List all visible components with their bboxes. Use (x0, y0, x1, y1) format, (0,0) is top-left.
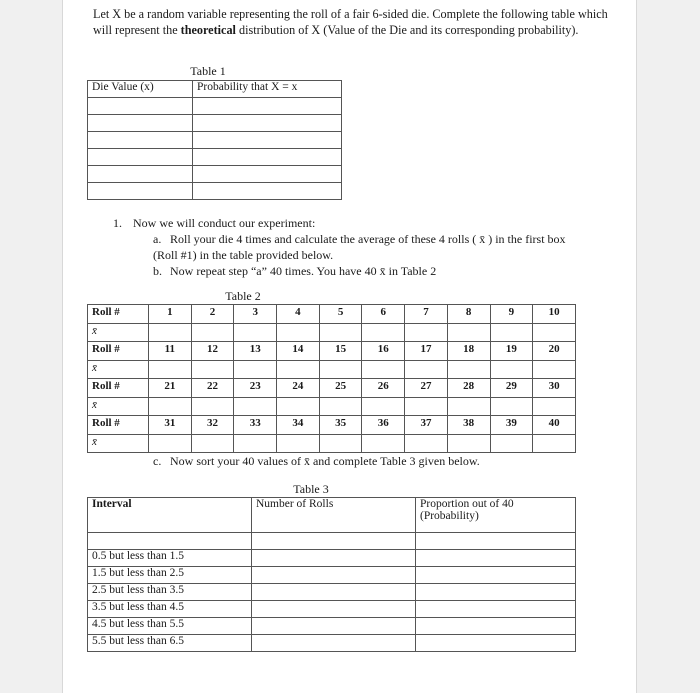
table2-xbar-cell[interactable] (447, 361, 490, 379)
table3-number-of-rolls-cell[interactable] (252, 635, 416, 652)
table2-xbar-cell[interactable] (447, 398, 490, 416)
table3-interval: 0.5 but less than 1.5 (88, 550, 252, 567)
document-page (62, 0, 637, 693)
table2-xbar-cell[interactable] (490, 398, 533, 416)
table2-xbar-cell[interactable] (533, 324, 576, 342)
step-b-text: Now repeat step “a” 40 times. You have 40 x̄ in Table 2 (170, 264, 437, 278)
table2-roll-number: 28 (447, 379, 490, 398)
table2-xbar-row (88, 361, 576, 379)
table2-xbar-cell[interactable] (149, 398, 192, 416)
table3-spacer-row (88, 533, 576, 550)
step-c-text: Now sort your 40 values of x̄ and complete Table 3 given below. (170, 454, 480, 468)
table3-row (88, 584, 576, 601)
table3-header-number-of-rolls: Number of Rolls (252, 498, 416, 533)
table2-xbar-cell[interactable] (490, 324, 533, 342)
table1-row (88, 132, 342, 149)
table2-xbar-cell[interactable] (191, 324, 234, 342)
table1-cell[interactable] (193, 115, 342, 132)
intro-text-2: distribution of X (Value of the Die and its corresponding probability). (235, 23, 579, 37)
table3-number-of-rolls-cell[interactable] (252, 567, 416, 584)
table3-cell[interactable] (252, 533, 416, 550)
table-3 (87, 497, 576, 652)
table2-roll-label: Roll # (88, 416, 149, 435)
table2-roll-number: 15 (319, 342, 362, 361)
table2-xbar-cell[interactable] (277, 324, 320, 342)
table2-xbar-cell[interactable] (405, 361, 448, 379)
table-1 (87, 80, 342, 200)
table2-xbar-cell[interactable] (234, 361, 277, 379)
table2-roll-number: 10 (533, 305, 576, 324)
table2-roll-number: 22 (191, 379, 234, 398)
table2-roll-number: 19 (490, 342, 533, 361)
table2-xbar-row (88, 435, 576, 453)
table1-cell[interactable] (88, 98, 193, 115)
table2-roll-row (88, 342, 576, 361)
table2-roll-number: 21 (149, 379, 192, 398)
intro-text-1: Let X be a random variable representing the roll of a fair 6-sided die. Complete the following table which will represent the (93, 7, 608, 37)
table2-roll-number: 5 (319, 305, 362, 324)
table3-row (88, 601, 576, 618)
table2-caption: Table 2 (225, 289, 261, 303)
table2-roll-number: 3 (234, 305, 277, 324)
table2-roll-number: 4 (277, 305, 320, 324)
table2-xbar-cell[interactable] (319, 398, 362, 416)
step-c-label: c. (153, 454, 162, 468)
table1-row (88, 115, 342, 132)
table3-row (88, 567, 576, 584)
table2-xbar-cell[interactable] (405, 435, 448, 453)
table2-roll-number: 16 (362, 342, 405, 361)
table3-proportion-cell[interactable] (416, 550, 576, 567)
table2-roll-label: Roll # (88, 379, 149, 398)
table3-number-of-rolls-cell[interactable] (252, 618, 416, 635)
table2-xbar-cell[interactable] (405, 324, 448, 342)
table2-xbar-cell[interactable] (362, 398, 405, 416)
table2-roll-number: 40 (533, 416, 576, 435)
table2-xbar-label: x̄ (88, 324, 149, 342)
table2-roll-label: Roll # (88, 305, 149, 324)
table2-roll-number: 2 (191, 305, 234, 324)
table1-row (88, 149, 342, 166)
table2-xbar-cell[interactable] (405, 398, 448, 416)
step-b (153, 263, 436, 279)
table3-interval: 4.5 but less than 5.5 (88, 618, 252, 635)
table1-header-probability: Probability that X = x (193, 81, 342, 98)
table2-roll-number: 8 (447, 305, 490, 324)
table2-xbar-cell[interactable] (362, 324, 405, 342)
table1-cell[interactable] (193, 132, 342, 149)
table1-cell[interactable] (88, 166, 193, 183)
table3-interval: 5.5 but less than 6.5 (88, 635, 252, 652)
table2-roll-number: 20 (533, 342, 576, 361)
table2-roll-number: 34 (277, 416, 320, 435)
table2-xbar-cell[interactable] (149, 435, 192, 453)
table3-row (88, 618, 576, 635)
table2-roll-number: 11 (149, 342, 192, 361)
table2-xbar-cell[interactable] (234, 398, 277, 416)
table2-xbar-cell[interactable] (149, 361, 192, 379)
table2-roll-number: 30 (533, 379, 576, 398)
table1-row (88, 98, 342, 115)
table2-roll-number: 1 (149, 305, 192, 324)
table2-xbar-cell[interactable] (149, 324, 192, 342)
table2-roll-row (88, 379, 576, 398)
table2-roll-number: 36 (362, 416, 405, 435)
table2-xbar-cell[interactable] (319, 324, 362, 342)
table2-xbar-cell[interactable] (319, 435, 362, 453)
table2-xbar-cell[interactable] (490, 361, 533, 379)
table2-xbar-cell[interactable] (234, 324, 277, 342)
table2-roll-number: 24 (277, 379, 320, 398)
table3-number-of-rolls-cell[interactable] (252, 584, 416, 601)
table2-roll-number: 14 (277, 342, 320, 361)
table2-roll-number: 32 (191, 416, 234, 435)
table3-header-interval: Interval (88, 498, 252, 533)
table3-header-proportion: Proportion out of 40 (Probability) (416, 498, 576, 533)
table1-cell[interactable] (88, 132, 193, 149)
table2-roll-number: 29 (490, 379, 533, 398)
step-1-text: Now we will conduct our experiment: (133, 216, 316, 230)
table3-header-row (88, 498, 576, 533)
table1-cell[interactable] (193, 149, 342, 166)
table2-xbar-cell[interactable] (191, 361, 234, 379)
table2-xbar-label: x̄ (88, 435, 149, 453)
table2-roll-number: 7 (405, 305, 448, 324)
table3-proportion-cell[interactable] (416, 618, 576, 635)
table2-roll-number: 39 (490, 416, 533, 435)
table3-cell[interactable] (416, 533, 576, 550)
table1-cell[interactable] (88, 149, 193, 166)
table2-roll-row (88, 305, 576, 324)
table3-interval: 2.5 but less than 3.5 (88, 584, 252, 601)
step-a (153, 231, 593, 263)
intro-bold-word: theoretical (180, 23, 236, 37)
table2-xbar-cell[interactable] (533, 398, 576, 416)
table1-row (88, 166, 342, 183)
table2-xbar-label: x̄ (88, 398, 149, 416)
table1-cell[interactable] (193, 183, 342, 200)
table2-xbar-cell[interactable] (533, 435, 576, 453)
table2-roll-number: 13 (234, 342, 277, 361)
table2-xbar-cell[interactable] (362, 435, 405, 453)
table1-row (88, 183, 342, 200)
table2-xbar-cell[interactable] (191, 398, 234, 416)
table2-xbar-row (88, 398, 576, 416)
table-2 (87, 304, 576, 453)
table1-header-row (88, 81, 342, 98)
table2-xbar-cell[interactable] (533, 361, 576, 379)
table2-roll-number: 9 (490, 305, 533, 324)
table3-row (88, 550, 576, 567)
table2-roll-number: 35 (319, 416, 362, 435)
table2-xbar-cell[interactable] (447, 435, 490, 453)
table1-cell[interactable] (88, 115, 193, 132)
table3-cell (88, 533, 252, 550)
table2-roll-number: 37 (405, 416, 448, 435)
table3-interval: 1.5 but less than 2.5 (88, 567, 252, 584)
table2-roll-number: 6 (362, 305, 405, 324)
table3-interval: 3.5 but less than 4.5 (88, 601, 252, 618)
table2-xbar-row (88, 324, 576, 342)
table2-roll-number: 27 (405, 379, 448, 398)
intro-paragraph (93, 6, 613, 38)
table1-cell[interactable] (193, 98, 342, 115)
step-c (153, 454, 480, 469)
table3-number-of-rolls-cell[interactable] (252, 601, 416, 618)
table2-xbar-cell[interactable] (447, 324, 490, 342)
table2-roll-number: 18 (447, 342, 490, 361)
table3-proportion-cell[interactable] (416, 584, 576, 601)
table3-caption: Table 3 (293, 482, 329, 496)
table2-roll-number: 23 (234, 379, 277, 398)
table2-roll-number: 17 (405, 342, 448, 361)
step-b-label: b. (153, 264, 162, 278)
table2-roll-number: 12 (191, 342, 234, 361)
table1-caption: Table 1 (190, 64, 226, 78)
step-a-label: a. (153, 232, 162, 246)
table3-proportion-cell[interactable] (416, 567, 576, 584)
table3-proportion-cell[interactable] (416, 601, 576, 618)
step-1 (113, 215, 315, 231)
table2-roll-number: 33 (234, 416, 277, 435)
table2-roll-number: 25 (319, 379, 362, 398)
table2-roll-row (88, 416, 576, 435)
table1-cell[interactable] (193, 166, 342, 183)
table2-xbar-cell[interactable] (319, 361, 362, 379)
table2-xbar-cell[interactable] (234, 435, 277, 453)
table1-cell[interactable] (88, 183, 193, 200)
table2-roll-number: 26 (362, 379, 405, 398)
table2-xbar-cell[interactable] (191, 435, 234, 453)
step-a-text: Roll your die 4 times and calculate the average of these 4 rolls ( x̄ ) in the first box (Roll #1) in the table provided below. (153, 232, 566, 262)
table3-proportion-cell[interactable] (416, 635, 576, 652)
table1-header-die-value: Die Value (x) (88, 81, 193, 98)
table2-roll-number: 38 (447, 416, 490, 435)
table2-roll-number: 31 (149, 416, 192, 435)
table2-xbar-cell[interactable] (277, 398, 320, 416)
table3-number-of-rolls-cell[interactable] (252, 550, 416, 567)
table2-xbar-cell[interactable] (277, 435, 320, 453)
table2-xbar-cell[interactable] (277, 361, 320, 379)
table2-xbar-label: x̄ (88, 361, 149, 379)
table3-row (88, 635, 576, 652)
table2-xbar-cell[interactable] (362, 361, 405, 379)
step-1-number: 1. (113, 216, 122, 230)
table2-xbar-cell[interactable] (490, 435, 533, 453)
table2-roll-label: Roll # (88, 342, 149, 361)
